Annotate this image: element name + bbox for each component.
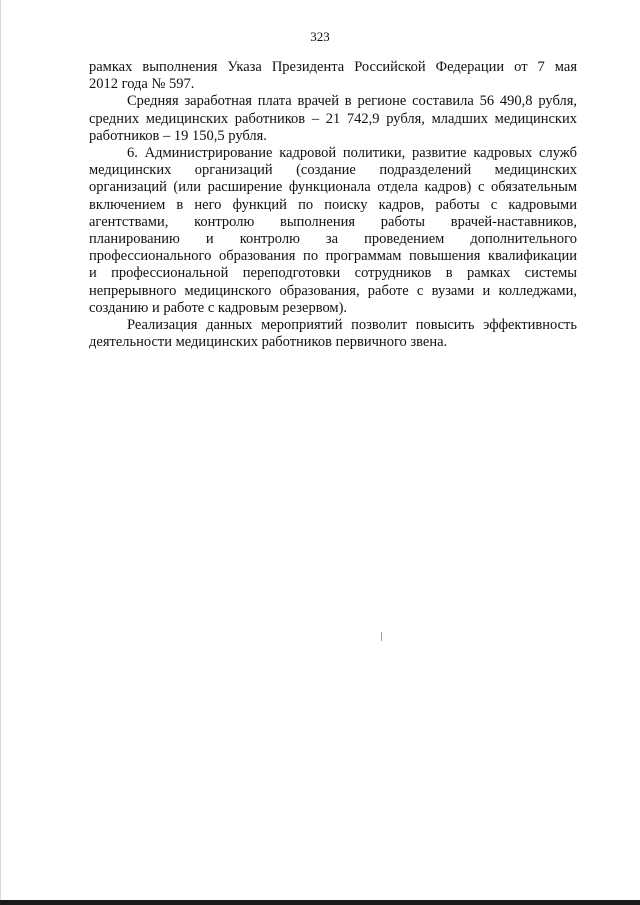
body-text xyxy=(89,59,577,351)
text-line: 2012 года № 597. xyxy=(89,76,195,93)
text-line: созданию и работе с кадровым резервом). xyxy=(89,299,348,316)
scan-artifact-mark xyxy=(381,632,382,641)
text-line: организаций (или расширение функционала отдела кадров) с обязательным xyxy=(89,179,577,196)
text-line: непрерывного медицинского образования, работе с вузами и колледжами, xyxy=(89,282,577,299)
text-line: деятельности медицинских работников первичного звена. xyxy=(89,334,448,351)
text-line: 6. Администрирование кадровой политики, развитие кадровых служб xyxy=(127,145,577,162)
text-line: агентствами, контролю выполнения работы врачей-наставников, xyxy=(89,213,577,230)
text-line: профессионального образования по программам повышения квалификации xyxy=(89,248,577,265)
text-line: включением в него функций по поиску кадров, работы с кадровыми xyxy=(89,196,577,213)
text-line: средних медицинских работников – 21 742,9 рубля, младших медицинских xyxy=(89,110,577,127)
text-line: Средняя заработная плата врачей в регионе составила 56 490,8 рубля, xyxy=(127,93,577,110)
text-line: Реализация данных мероприятий позволит повысить эффективность xyxy=(127,317,577,334)
text-line: и профессиональной переподготовки сотрудников в рамках системы xyxy=(89,265,577,282)
text-line: работников – 19 150,5 рубля. xyxy=(89,127,267,144)
text-line: планированию и контролю за проведением дополнительного xyxy=(89,231,577,248)
scan-left-edge xyxy=(0,0,1,905)
scan-bottom-edge xyxy=(0,900,640,905)
text-line: рамках выполнения Указа Президента Российской Федерации от 7 мая xyxy=(89,59,577,75)
text-line: медицинских организаций (создание подразделений медицинских xyxy=(89,162,577,179)
page-number: 323 xyxy=(310,29,330,44)
